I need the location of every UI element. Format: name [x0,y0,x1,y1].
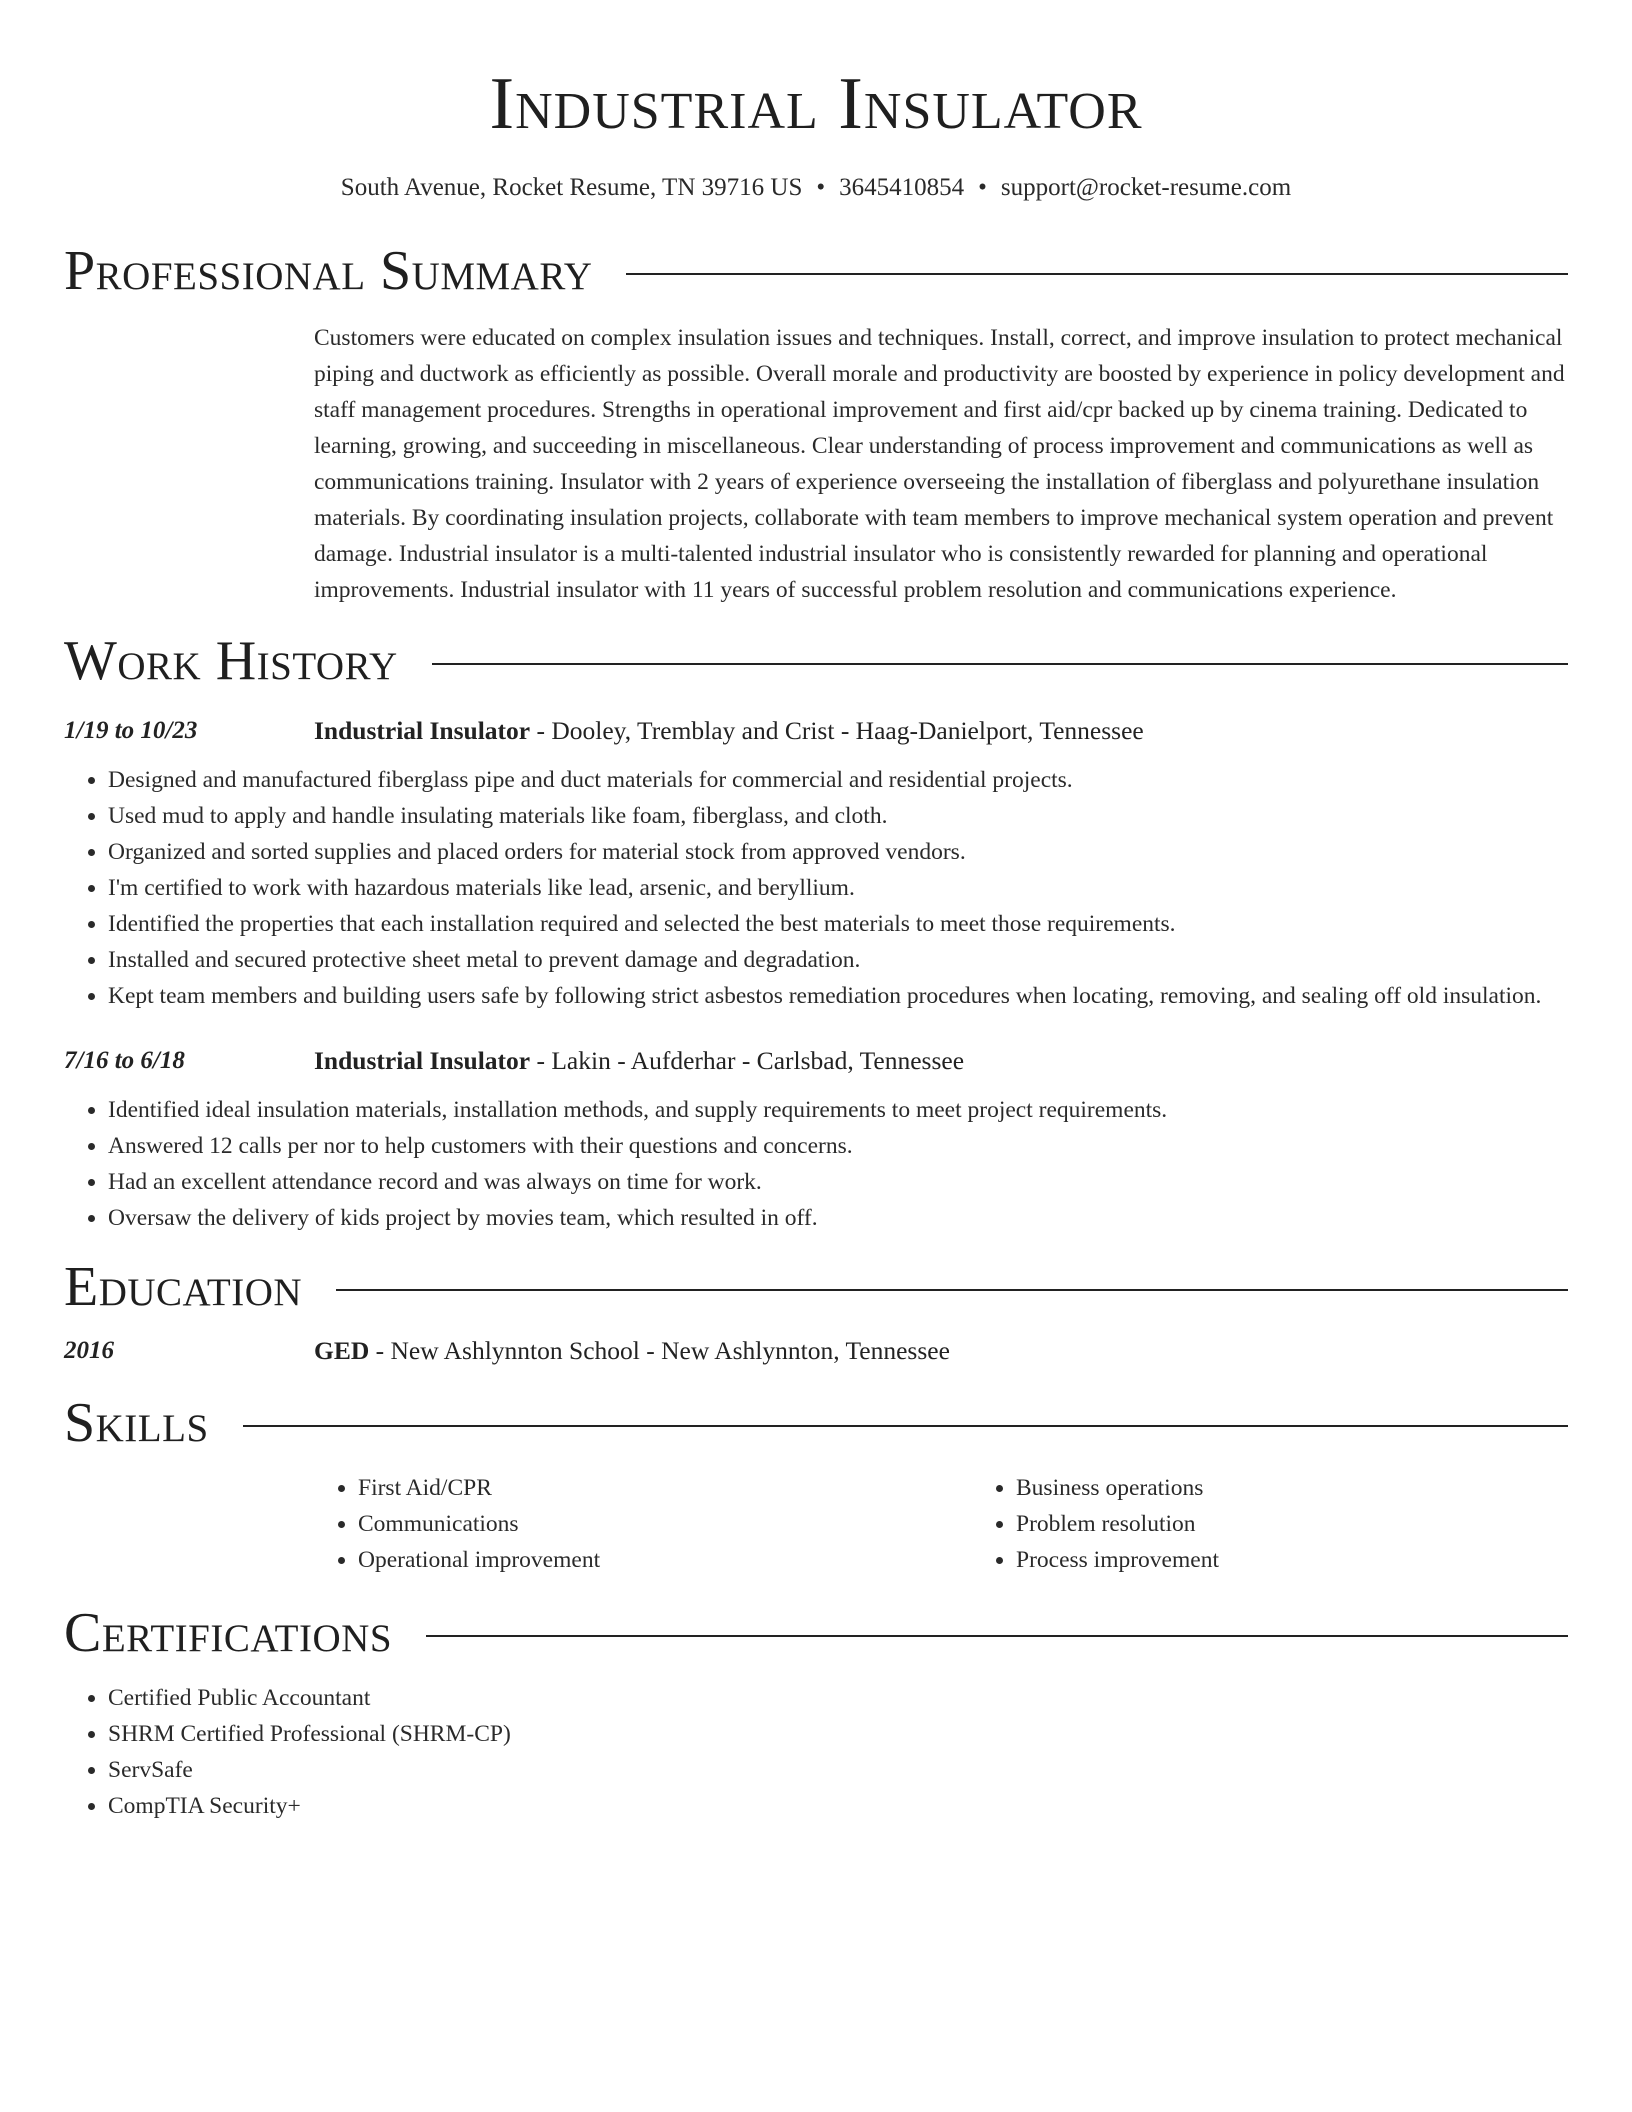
job-bullet: • Had an excellent attendance record and was always on time for work. [108,1164,1568,1200]
contact-email: support@rocket-resume.com [1000,174,1292,201]
section-divider [626,273,1568,275]
job-date: 1/19 to 10/23 [64,717,198,744]
job-bullet: • Designed and manufactured fiberglass pipe and duct materials for commercial and residential projects. [108,762,1568,798]
skill-item: • Business operations [1016,1470,1630,1506]
job-bullet: • I'm certified to work with hazardous materials like lead, arsenic, and beryllium. [108,870,1568,906]
certifications-heading: Certifications [64,1602,393,1664]
job-entry [64,714,1568,1014]
contact-line [64,172,1568,204]
skills-column-right [972,1470,1630,1578]
skills-column-left [314,1470,972,1578]
contact-address: South Avenue, Rocket Resume, TN 39716 US [340,174,803,201]
skill-item: • First Aid/CPR [358,1470,972,1506]
job-details: - Lakin - Aufderhar - Carlsbad, Tennessee [530,1046,965,1075]
job-bullets [64,1092,1568,1236]
certification-item: • Certified Public Accountant [108,1680,1568,1716]
job-bullet: • Oversaw the delivery of kids project by movies team, which resulted in off. [108,1200,1568,1236]
job-title-line [314,714,1144,748]
education-line [314,1334,950,1368]
education-date: 2016 [64,1337,114,1364]
job-role: Industrial Insulator [314,716,531,745]
section-divider [336,1289,1568,1291]
job-bullet: • Used mud to apply and handle insulating materials like foam, fiberglass, and cloth. [108,798,1568,834]
skills-section-header [64,1390,1568,1456]
job-bullet: • Installed and secured protective sheet metal to prevent damage and degradation. [108,942,1568,978]
contact-separator: • [816,174,826,201]
job-bullet: • Identified the properties that each installation required and selected the best materials to meet those requirements. [108,906,1568,942]
certifications-section-header [64,1600,1568,1666]
education-details: - New Ashlynnton School - New Ashlynnton, Tennessee [369,1336,950,1365]
job-bullet: • Identified ideal insulation materials, installation methods, and supply requirements to meet project requirements. [108,1092,1568,1128]
education-entry [64,1334,1568,1368]
education-degree: GED [314,1336,370,1365]
section-divider [426,1635,1568,1637]
contact-separator: • [978,174,987,201]
skill-item: • Operational improvement [358,1542,972,1578]
job-bullet: • Organized and sorted supplies and placed orders for material stock from approved vendors. [108,834,1568,870]
job-bullet: • Kept team members and building users safe by following strict asbestos remediation procedures when locating, removing, and sealing off old insulation. [108,978,1568,1014]
section-divider [243,1425,1568,1427]
contact-phone: 3645410854 [839,174,965,201]
skills-grid [314,1470,1568,1578]
certification-item: • CompTIA Security+ [108,1788,1568,1824]
certifications-list [64,1680,1568,1824]
job-role: Industrial Insulator [314,1046,531,1075]
job-bullet: • Answered 12 calls per nor to help customers with their questions and concerns. [108,1128,1568,1164]
skill-item: • Problem resolution [1016,1506,1630,1542]
job-date: 7/16 to 6/18 [64,1047,185,1074]
job-entry [64,1044,1568,1236]
summary-heading: Professional Summary [64,240,593,302]
job-title-line [314,1044,964,1078]
section-divider [432,663,1568,665]
summary-text: Customers were educated on complex insulation issues and techniques. Install, correct, and improve insulation to protect mechanical piping and ductwork as efficiently as possible. Overall morale and productivity are boosted by experience in policy development and staff management procedures. Strengths in operational improvement and first aid/cpr backed up by cinema training. Dedicated to learning, growing, and succeeding in miscellaneous. Clear understanding of process improvement and communications as well as communications training. Insulator with 2 years of experience overseeing the installation of fiberglass and polyurethane insulation materials. By coordinating insulation projects, collaborate with team members to improve mechanical system operation and prevent damage. Industrial insulator is a multi-talented industrial insulator who is consistently rewarded for planning and operational improvements. Industrial insulator with 11 years of successful problem resolution and communications experience. [314,325,1565,603]
job-header [64,1044,1568,1078]
certification-item: • ServSafe [108,1752,1568,1788]
job-bullets [64,762,1568,1014]
education-heading: Education [64,1256,303,1318]
education-section-header [64,1254,1568,1320]
summary-section-header [64,238,1568,304]
work-section-header [64,628,1568,694]
certification-item: • SHRM Certified Professional (SHRM-CP) [108,1716,1568,1752]
skill-item: • Process improvement [1016,1542,1630,1578]
job-header [64,714,1568,748]
job-details: - Dooley, Tremblay and Crist - Haag-Danielport, Tennessee [530,716,1144,745]
candidate-name: Industrial Insulator [489,63,1143,145]
work-heading: Work History [64,630,398,692]
skills-heading: Skills [64,1392,209,1454]
skill-item: • Communications [358,1506,972,1542]
